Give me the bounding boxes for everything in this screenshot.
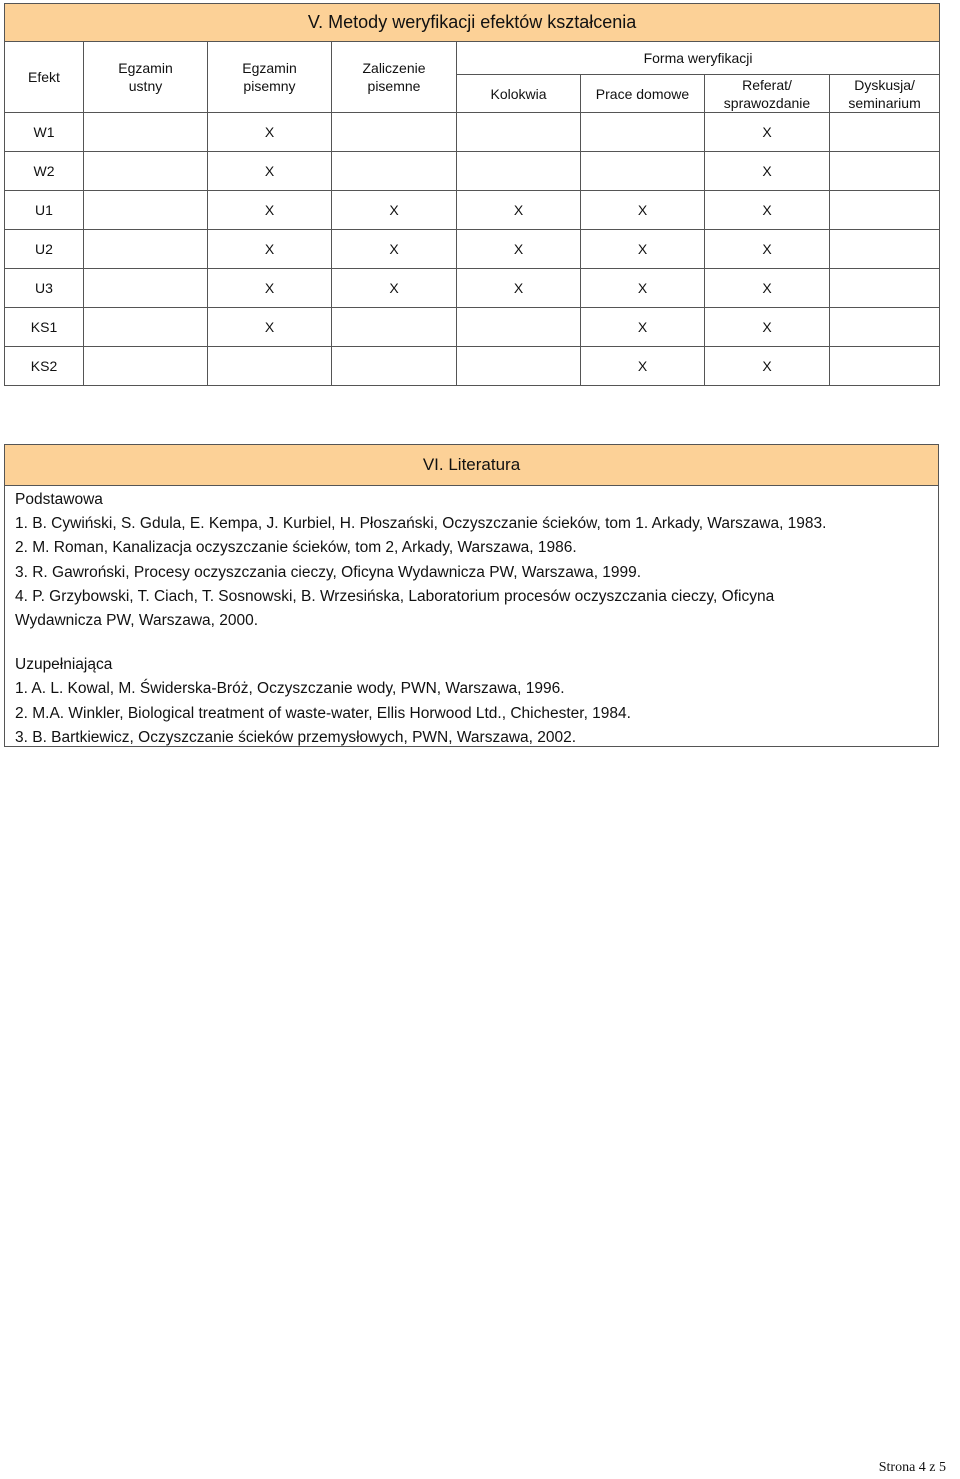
- verification-mark-cell: [830, 152, 940, 191]
- verification-mark-cell: [332, 113, 457, 152]
- verification-mark-cell: [332, 152, 457, 191]
- table-row: [5, 347, 940, 386]
- page-footer: Strona 4 z 5: [878, 1460, 946, 1475]
- table-row: [5, 152, 940, 191]
- efekt-cell: KS1: [5, 308, 84, 347]
- efekt-cell: KS2: [5, 347, 84, 386]
- verification-mark-cell: X: [332, 230, 457, 269]
- verification-mark-cell: [84, 230, 208, 269]
- verification-mark-cell: [457, 113, 581, 152]
- verification-mark-cell: X: [457, 230, 581, 269]
- verification-mark-cell: [84, 113, 208, 152]
- table-row: [5, 269, 940, 308]
- column-header-egzamin-ustny: [84, 42, 208, 113]
- verification-title: V. Metody weryfikacji efektów kształcenia: [5, 4, 940, 42]
- verification-mark-cell: X: [705, 269, 830, 308]
- column-header-line: Dyskusja/: [854, 76, 915, 93]
- literature-title: VI. Literatura: [5, 445, 938, 486]
- column-header-line: Egzamin: [242, 60, 297, 76]
- verification-mark-cell: [84, 269, 208, 308]
- literature-entry: 1. A. L. Kowal, M. Świderska-Bróż, Oczyszczanie wody, PWN, Warszawa, 1996.: [15, 680, 565, 698]
- verification-mark-cell: [830, 191, 940, 230]
- efekt-cell: W2: [5, 152, 84, 191]
- verification-mark-cell: X: [457, 269, 581, 308]
- column-header-kolokwia: [457, 75, 581, 113]
- verification-mark-cell: X: [208, 308, 332, 347]
- verification-mark-cell: X: [581, 269, 705, 308]
- literature-entry: 2. M. Roman, Kanalizacja oczyszczanie ścieków, tom 2, Arkady, Warszawa, 1986.: [15, 539, 577, 557]
- literature-entry: 3. R. Gawroński, Procesy oczyszczania cieczy, Oficyna Wydawnicza PW, Warszawa, 1999.: [15, 563, 642, 581]
- verification-mark-cell: [581, 113, 705, 152]
- forma-weryfikacji-header: Forma weryfikacji: [457, 42, 940, 75]
- verification-mark-cell: X: [705, 308, 830, 347]
- efekt-cell: U3: [5, 269, 84, 308]
- column-header-line: seminarium: [848, 94, 921, 111]
- efekt-cell: W1: [5, 113, 84, 152]
- verification-mark-cell: [457, 308, 581, 347]
- verification-mark-cell: [208, 347, 332, 386]
- verification-mark-cell: [84, 191, 208, 230]
- verification-mark-cell: X: [581, 347, 705, 386]
- verification-mark-cell: X: [705, 230, 830, 269]
- verification-mark-cell: X: [208, 230, 332, 269]
- column-header-prace-domowe: [581, 75, 705, 113]
- verification-mark-cell: [830, 347, 940, 386]
- literature-entry: 3. B. Bartkiewicz, Oczyszczanie ścieków przemysłowych, PWN, Warszawa, 2002.: [15, 728, 577, 746]
- verification-mark-cell: X: [208, 269, 332, 308]
- verification-mark-cell: X: [705, 347, 830, 386]
- literature-entry: 4. P. Grzybowski, T. Ciach, T. Sosnowski, B. Wrzesińska, Laboratorium procesów oczyszczania cieczy, Oficyna: [15, 587, 775, 605]
- verification-mark-cell: [581, 152, 705, 191]
- verification-mark-cell: X: [332, 269, 457, 308]
- verification-mark-cell: X: [705, 113, 830, 152]
- verification-mark-cell: [332, 308, 457, 347]
- column-header-line: sprawozdanie: [723, 94, 811, 111]
- column-header-dyskusja: [830, 75, 940, 113]
- verification-mark-cell: [830, 113, 940, 152]
- verification-mark-cell: [830, 230, 940, 269]
- verification-mark-cell: X: [457, 191, 581, 230]
- verification-mark-cell: [332, 347, 457, 386]
- verification-mark-cell: [830, 308, 940, 347]
- column-header-line: Egzamin: [118, 60, 173, 76]
- verification-mark-cell: X: [332, 191, 457, 230]
- table-row: [5, 308, 940, 347]
- literature-section-heading: Podstawowa: [15, 491, 103, 508]
- verification-mark-cell: [84, 347, 208, 386]
- table-row: [5, 113, 940, 152]
- verification-mark-cell: X: [208, 113, 332, 152]
- verification-mark-cell: [457, 347, 581, 386]
- verification-mark-cell: X: [208, 191, 332, 230]
- verification-mark-cell: [84, 308, 208, 347]
- literature-entry: 2. M.A. Winkler, Biological treatment of waste-water, Ellis Horwood Ltd., Chichester, 1984.: [15, 704, 631, 722]
- column-header-zaliczenie-pisemne: [332, 42, 457, 113]
- column-header-line: Referat/: [742, 76, 792, 93]
- verification-mark-cell: [84, 152, 208, 191]
- section-gap: [15, 633, 928, 653]
- literature-box: [4, 444, 939, 747]
- column-header-line: pisemny: [243, 78, 296, 94]
- efekt-cell: U1: [5, 191, 84, 230]
- column-header-line: Prace domowe: [595, 85, 690, 102]
- verification-mark-cell: X: [705, 152, 830, 191]
- efekt-header: Efekt: [5, 42, 84, 113]
- verification-table: [4, 3, 940, 386]
- literature-body: [5, 486, 938, 750]
- column-header-line: pisemne: [367, 78, 421, 94]
- column-header-line: Zaliczenie: [362, 60, 426, 76]
- literature-entry: Wydawnicza PW, Warszawa, 2000.: [15, 612, 259, 630]
- verification-mark-cell: [830, 269, 940, 308]
- verification-mark-cell: X: [581, 230, 705, 269]
- column-header-referat: [705, 75, 830, 113]
- table-row: [5, 230, 940, 269]
- verification-mark-cell: X: [705, 191, 830, 230]
- column-header-line: Kolokwia: [490, 85, 547, 102]
- column-header-egzamin-pisemny: [208, 42, 332, 113]
- verification-mark-cell: X: [581, 308, 705, 347]
- verification-mark-cell: X: [581, 191, 705, 230]
- table-row: [5, 191, 940, 230]
- literature-entry: 1. B. Cywiński, S. Gdula, E. Kempa, J. Kurbiel, H. Płoszański, Oczyszczanie ścieków, tom 1. Arkady, Warszawa, 1983.: [15, 515, 827, 533]
- column-header-line: ustny: [128, 78, 163, 94]
- literature-section-heading: Uzupełniająca: [15, 656, 113, 674]
- verification-mark-cell: [457, 152, 581, 191]
- verification-mark-cell: X: [208, 152, 332, 191]
- efekt-cell: U2: [5, 230, 84, 269]
